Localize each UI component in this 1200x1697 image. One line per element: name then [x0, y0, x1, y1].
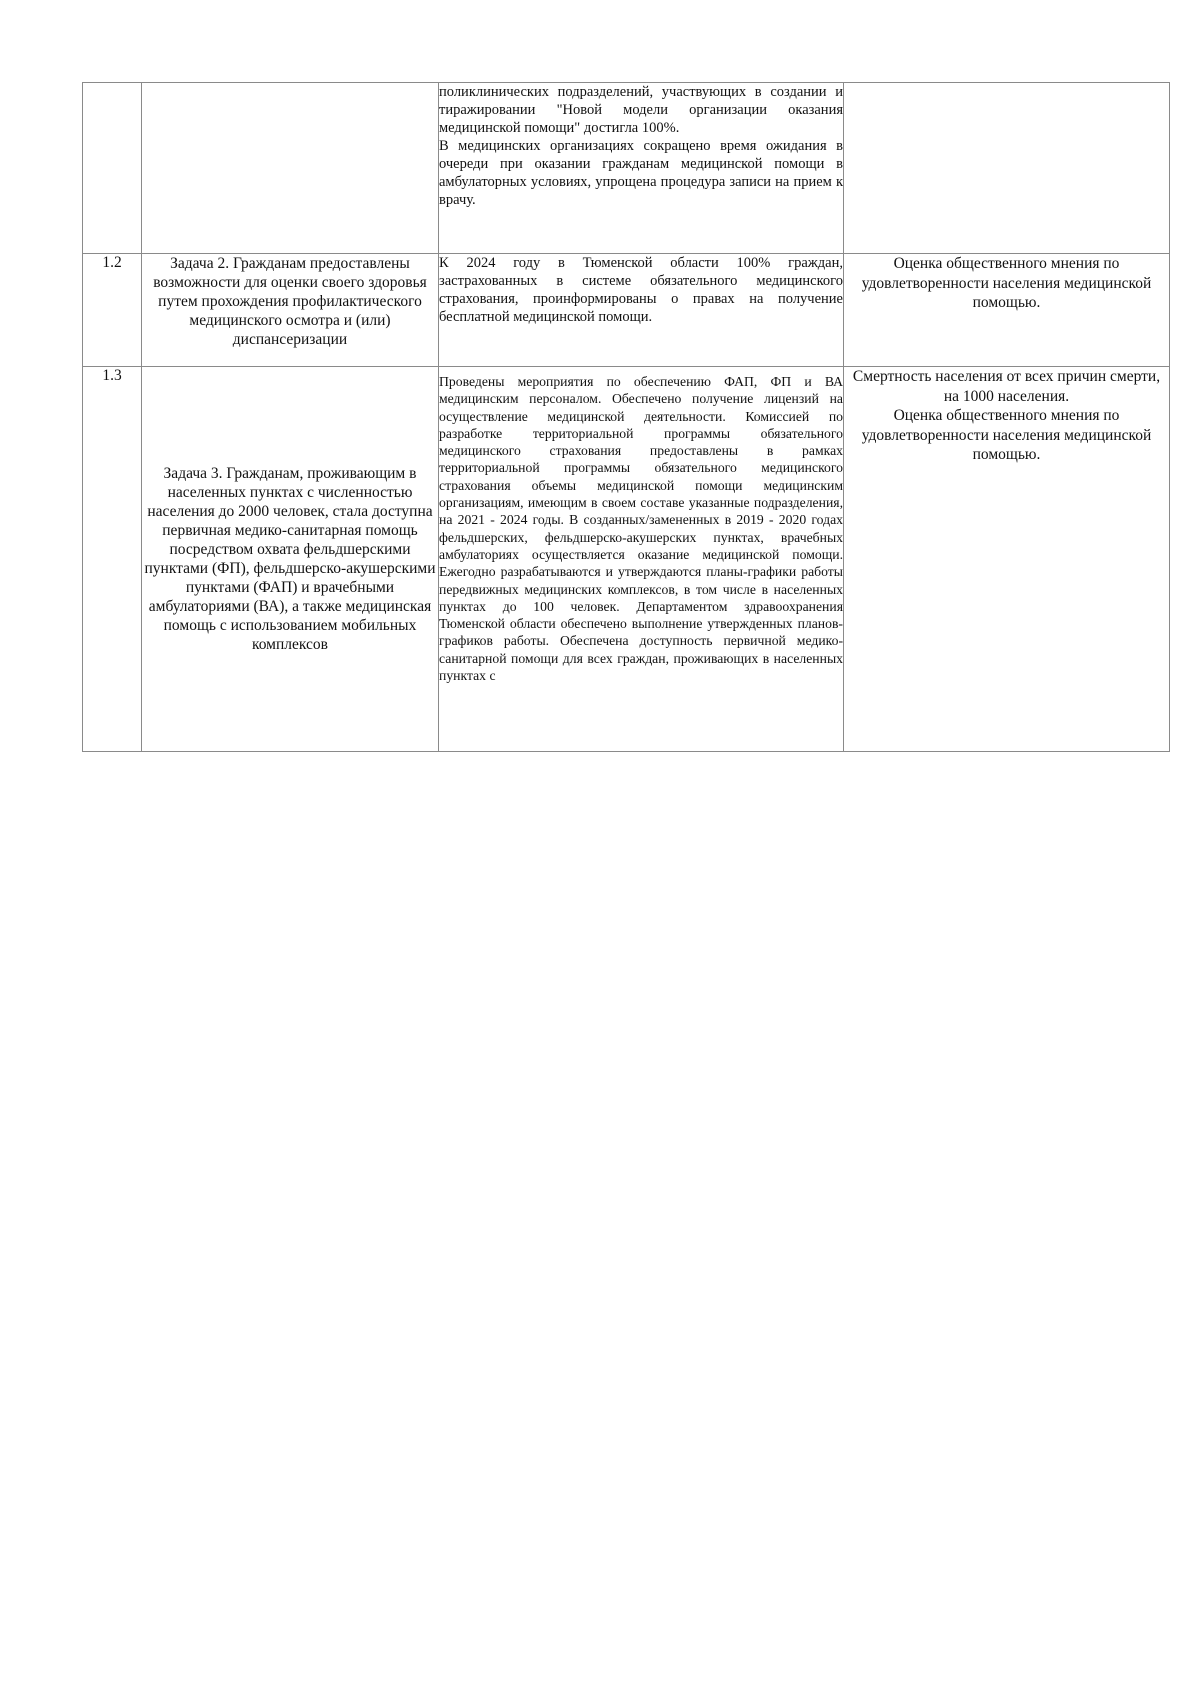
result-paragraph: К 2024 году в Тюменской области 100% граждан, застрахованных в системе обязательного медицинского страхования, проинформированы о правах на получение бесплатной медицинской помощи. [439, 255, 843, 325]
task-cell: Задача 2. Гражданам предоставлены возможности для оценки своего здоровья путем прохождения профилактического медицинского осмотра и (или) диспансеризации [142, 254, 439, 367]
result-paragraph: Проведены мероприятия по обеспечению ФАП, ФП и ВА медицинским персоналом. Обеспечено получение лицензий на осуществление медицинской деятельности. Комиссией по разработке территориальной программы обязательного медицинского страхования предоставлены в рамках территориальной программы обязательного медицинского страхования объемы медицинской помощи медицинским организациям, имеющим в своем составе указанные подразделения, на 2021 - 2024 годы. В созданных/замененных в 2019 - 2020 годах фельдшерских, фельдшерско-акушерских пунктах, врачебных амбулаториях осуществляется оказание медицинской помощи. Ежегодно разрабатываются и утверждаются планы-графики работы передвижных медицинских комплексов, в том числе в населенных пунктах до 100 человек. Департаментом здравоохранения Тюменской области обеспечено выполнение утвержденных планов-графиков работы. Обеспечена доступность первичной медико-санитарной помощи для всех граждан, проживающих в населенных пунктах с [439, 374, 843, 684]
result-cell [439, 367, 844, 752]
row-number-cell [83, 83, 142, 254]
result-cell [439, 83, 844, 254]
task-cell: Задача 3. Гражданам, проживающим в населенных пунктах с численностью населения до 2000 человек, стала доступна первичная медико-санитарная помощь посредством охвата фельдшерскими пунктами (ФП), фельдшерско-акушерскими пунктами (ФАП) и врачебными амбулаториями (ВА), а также медицинская помощь с использованием мобильных комплексов [142, 367, 439, 752]
indicator-cell [844, 367, 1170, 752]
indicator-cell [844, 83, 1170, 254]
table-row [83, 83, 1170, 254]
row-number-cell: 1.3 [83, 367, 142, 752]
result-cell [439, 254, 844, 367]
results-table [82, 82, 1170, 752]
table-row [83, 367, 1170, 752]
result-paragraph: поликлинических подразделений, участвующих в создании и тиражировании "Новой модели организации оказания медицинской помощи" достигла 100%. [439, 84, 843, 136]
indicator-line: Оценка общественного мнения по удовлетворенности населения медицинской помощью. [861, 407, 1152, 463]
table-row [83, 254, 1170, 367]
row-number-cell: 1.2 [83, 254, 142, 367]
result-paragraph: В медицинских организациях сокращено время ожидания в очереди при оказании гражданам медицинской помощи в амбулаторных условиях, упрощена процедура записи на прием к врачу. [439, 138, 843, 208]
indicator-cell: Оценка общественного мнения по удовлетворенности населения медицинской помощью. [844, 254, 1170, 367]
indicator-line: Смертность населения от всех причин смерти, на 1000 населения. [852, 368, 1161, 405]
task-cell [142, 83, 439, 254]
